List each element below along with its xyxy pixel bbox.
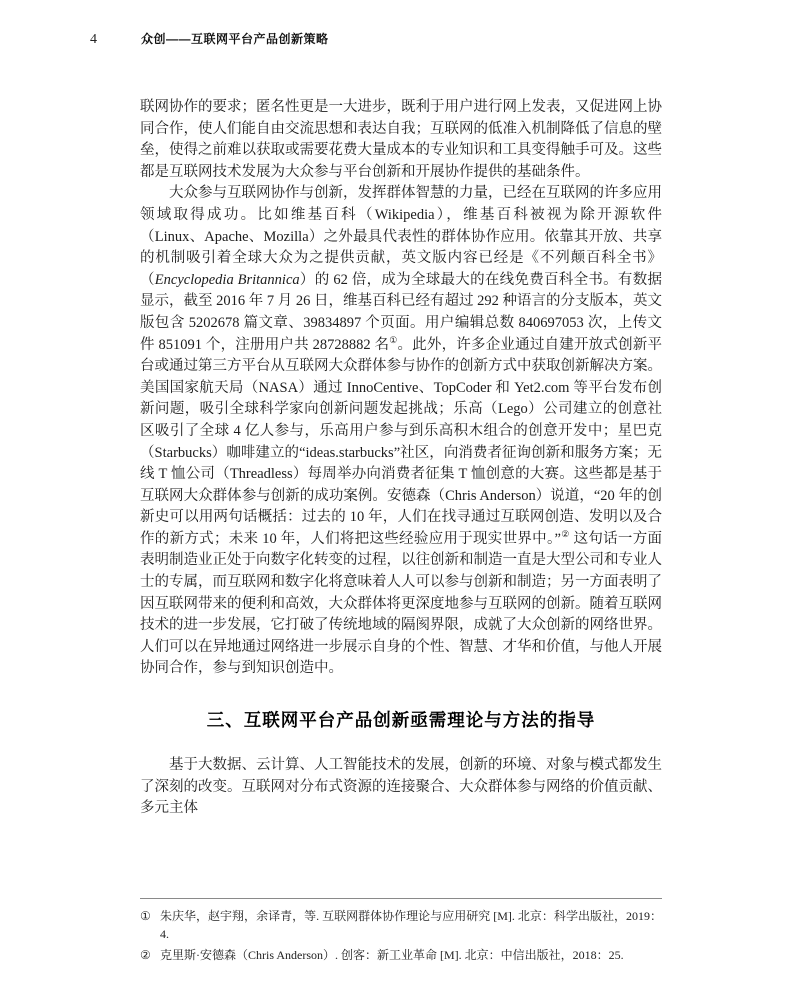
running-head: 众创——互联网平台产品创新策略: [141, 32, 329, 46]
footnote-text: 朱庆华，赵宇翔，余译青，等. 互联网群体协作理论与应用研究 [M]. 北京：科学出版社，2019：4.: [160, 909, 662, 941]
footnote-marker: ①: [140, 909, 151, 923]
paragraph-text: 联网协作的要求；匿名性更是一大进步，既利于用户进行网上发表，又促进网上协同合作，使人们能自由交流思想和表达自我；互联网的低准入机制降低了信息的壁垒，使得之前难以获取或需要花费大量成本的专业知识和工具变得触手可及。这些都是互联网技术发展为大众参与平台创新和开展协作提供的基础条件。: [140, 99, 662, 180]
paragraph-text: ）的 62 倍，成为全球最大的在线免费百科全书。有数据显示，截至 2016 年 7 月 26 日，维基百科已经有超过 292 种语言的分支版本，英文版包含 5202678 篇文章、39834897 个页面。用户编辑总数 840697053 次，上传文件 851091 个，注册用户共 28728882 名: [140, 271, 663, 353]
footnote-marker: ②: [140, 948, 151, 962]
footnote-text: 克里斯·安德森（Chris Anderson）. 创客：新工业革命 [M]. 北京：中信出版社，2018：25.: [160, 948, 624, 962]
paragraph-text: 大众参与互联网协作与创新，发挥群体智慧的力量，已经在互联网的许多应用领域取得成功。比如维基百科（Wikipedia），维基百科被视为除开源软件（Linux、Apache、Mozilla）之外最具代表性的群体协作应用。依靠其开放、共享的机制吸引着全球大众为之提供贡献，英文版内容已经是《不列颠百科全书》（: [140, 185, 662, 288]
paragraph-text: 。此外，许多企业通过自建开放式创新平台或通过第三方平台从互联网大众群体参与协作的创新方式中获取创新解决方案。美国国家航天局（NASA）通过 InnoCentive、TopCoder 和 Yet2.com 等平台发布创新问题，吸引全球科学家向创新问题发起挑战；乐高（Lego）公司建立的创意社区吸引了全球 4 亿人参与，乐高用户参与到乐高积木组合的创意开发中；星巴克（Starbucks）咖啡建立的“ideas.starbucks”社区，向消费者征询创新和服务方案；无线 T 恤公司（Threadless）每周举办向消费者征集 T 恤创意的大赛。这些都是基于互联网大众群体参与创新的成功案例。安德森（Chris Anderson）说道，“20 年的创新史可以用两句话概括：过去的 10 年，人们在找寻通过互联网创造、发明以及合作的新方式；未来 10 年，人们将把这些经验应用于现实世界中。”: [140, 336, 662, 547]
section-heading: 三、互联网平台产品创新亟需理论与方法的指导: [206, 710, 596, 731]
body-paragraph-crowd-innovation: [140, 183, 662, 680]
footnote-ref-2: ②: [560, 529, 570, 540]
italic-book-title: Encyclopedia Britannica: [154, 271, 300, 288]
paragraph-text: 这句话一方面表明制造业正处于向数字化转变的过程，以往创新和制造一直是大型公司和专业人士的专属，而互联网和数字化将意味着人人可以参与创新和制造；另一方面表明了因互联网带来的便利和高效，大众群体将更深度地参与互联网的创新。随着互联网技术的进一步发展，它打破了传统地域的隔阂界限，成就了大众创新的网络世界。人们可以在异地通过网络进一步展示自身的个性、智慧、才华和价值，与他人开展协同合作，参与到知识创造中。: [140, 530, 663, 677]
footnote-item: [140, 947, 662, 965]
body-paragraph-after-heading: [140, 755, 662, 820]
footnote-ref-1: ①: [389, 334, 398, 345]
paragraph-text: 基于大数据、云计算、人工智能技术的发展，创新的环境、对象与模式都发生了深刻的改变。互联网对分布式资源的连接聚合、大众群体参与网络的价值贡献、多元主体: [140, 757, 662, 817]
page-body: [140, 97, 662, 820]
page-header: [90, 30, 329, 48]
page-number: 4: [90, 32, 97, 47]
footnote-item: [140, 908, 662, 943]
footnotes-section: [140, 898, 662, 969]
footnote-separator: [140, 898, 662, 899]
body-paragraph-continuation: [140, 97, 662, 183]
